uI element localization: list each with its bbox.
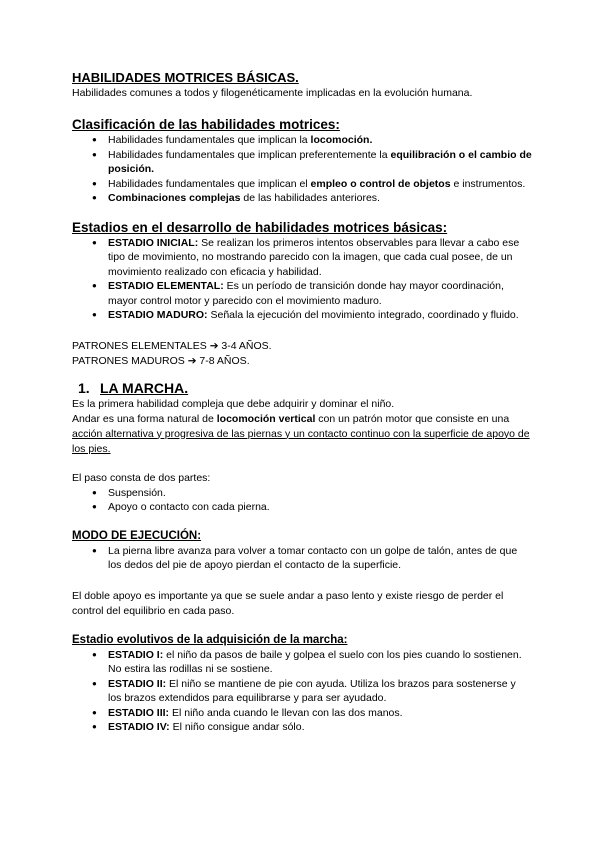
clasificacion-list: [72, 133, 532, 206]
bullet-icon: ●: [92, 149, 97, 159]
list-item: ● Suspensión.: [92, 486, 166, 499]
list-item: ● ESTADIO INICIAL: Se realizan los primeros intentos observables para llevar a cabo ese tipo de movimiento, no mostrando parecido con la imagen, que cada cual posee, de un movimiento realizado con eficacia y habilidad.: [92, 236, 520, 278]
bullet-icon: ●: [92, 678, 97, 688]
paso-list: [72, 486, 532, 515]
bullet-icon: ●: [92, 487, 97, 497]
list-item: ● ESTADIO ELEMENTAL: Es un período de transición donde hay mayor coordinación, mayor control motor y parecido con el movimiento maduro.: [92, 280, 504, 307]
list-item: ● Habilidades fundamentales que implican el empleo o control de objetos e instrumentos.: [92, 177, 526, 190]
marcha-paragraph-2: Andar es una forma natural de locomoción vertical con un patrón motor que consiste en una acción alternativa y progresiva de las piernas y un contacto continuo con la superficie de apoyo de los pies.: [72, 412, 530, 455]
document-page: [72, 70, 532, 735]
bullet-icon: ●: [92, 707, 97, 717]
bullet-icon: ●: [92, 178, 97, 188]
list-item: ● ESTADIO III: El niño anda cuando le llevan con las dos manos.: [92, 706, 403, 719]
estadios-list: [72, 236, 532, 323]
list-item: ● Apoyo o contacto con cada pierna.: [92, 501, 270, 513]
bullet-icon: ●: [92, 545, 97, 555]
patrones-maduros: PATRONES MADUROS ➔ 7-8 AÑOS.: [72, 354, 250, 367]
bullet-icon: ●: [92, 722, 97, 731]
bullet-icon: ●: [92, 281, 97, 290]
section-number: 1.: [78, 379, 90, 396]
bullet-icon: ●: [92, 310, 97, 319]
clasificacion-heading: Clasificación de las habilidades motrices:: [72, 117, 340, 132]
marcha-heading: [72, 379, 532, 397]
document-title: HABILIDADES MOTRICES BÁSICAS.: [72, 70, 299, 85]
bullet-icon: ●: [92, 135, 97, 144]
document-subtitle: Habilidades comunes a todos y filogenéticamente implicadas en la evolución humana.: [72, 87, 473, 99]
bullet-icon: ●: [92, 502, 97, 511]
modo-paragraph: El doble apoyo es importante ya que se suele andar a paso lento y existe riesgo de perder el control del equilibrio en cada paso.: [72, 589, 504, 617]
bullet-icon: ●: [92, 649, 97, 659]
list-item: ● Combinaciones complejas de las habilidades anteriores.: [92, 192, 380, 204]
list-item: ● ESTADIO II: El niño se mantiene de pie con ayuda. Utiliza los brazos para sostenerse y los brazos extendidos para equilibrarse y para ser ayudado.: [92, 677, 516, 704]
list-item: ● Habilidades fundamentales que implican preferentemente la equilibración o el cambio de posición.: [92, 148, 532, 175]
list-item: ● ESTADIO I: el niño da pasos de baile y golpea el suelo con los pies cuando lo sostienen. No estira las rodillas ni se sostiene.: [92, 648, 522, 675]
patrones-elementales: PATRONES ELEMENTALES ➔ 3-4 AÑOS.: [72, 339, 272, 352]
evolutivos-list: [72, 648, 532, 735]
bullet-icon: ●: [92, 193, 97, 202]
evolutivos-heading: Estadio evolutivos de la adquisición de la marcha:: [72, 633, 348, 646]
marcha-paragraph-1: Es la primera habilidad compleja que debe adquirir y dominar el niño.: [72, 397, 395, 410]
modo-list: [72, 544, 532, 573]
paso-intro: El paso consta de dos partes:: [72, 471, 211, 484]
modo-heading: MODO DE EJECUCIÓN:: [72, 529, 202, 542]
bullet-icon: ●: [92, 237, 97, 247]
list-item: ● La pierna libre avanza para volver a tomar contacto con un golpe de talón, antes de que los dedos del pie de apoyo pierdan el contacto de la superficie.: [92, 544, 518, 571]
list-item: ● ESTADIO IV: El niño consigue andar sólo.: [92, 721, 305, 733]
estadios-heading: Estadios en el desarrollo de habilidades motrices básicas:: [72, 219, 448, 235]
list-item: ● ESTADIO MADURO: Señala la ejecución del movimiento integrado, coordinado y fluido.: [92, 309, 519, 321]
list-item: ● Habilidades fundamentales que implican la locomoción.: [92, 134, 373, 146]
marcha-title: LA MARCHA.: [100, 379, 189, 396]
